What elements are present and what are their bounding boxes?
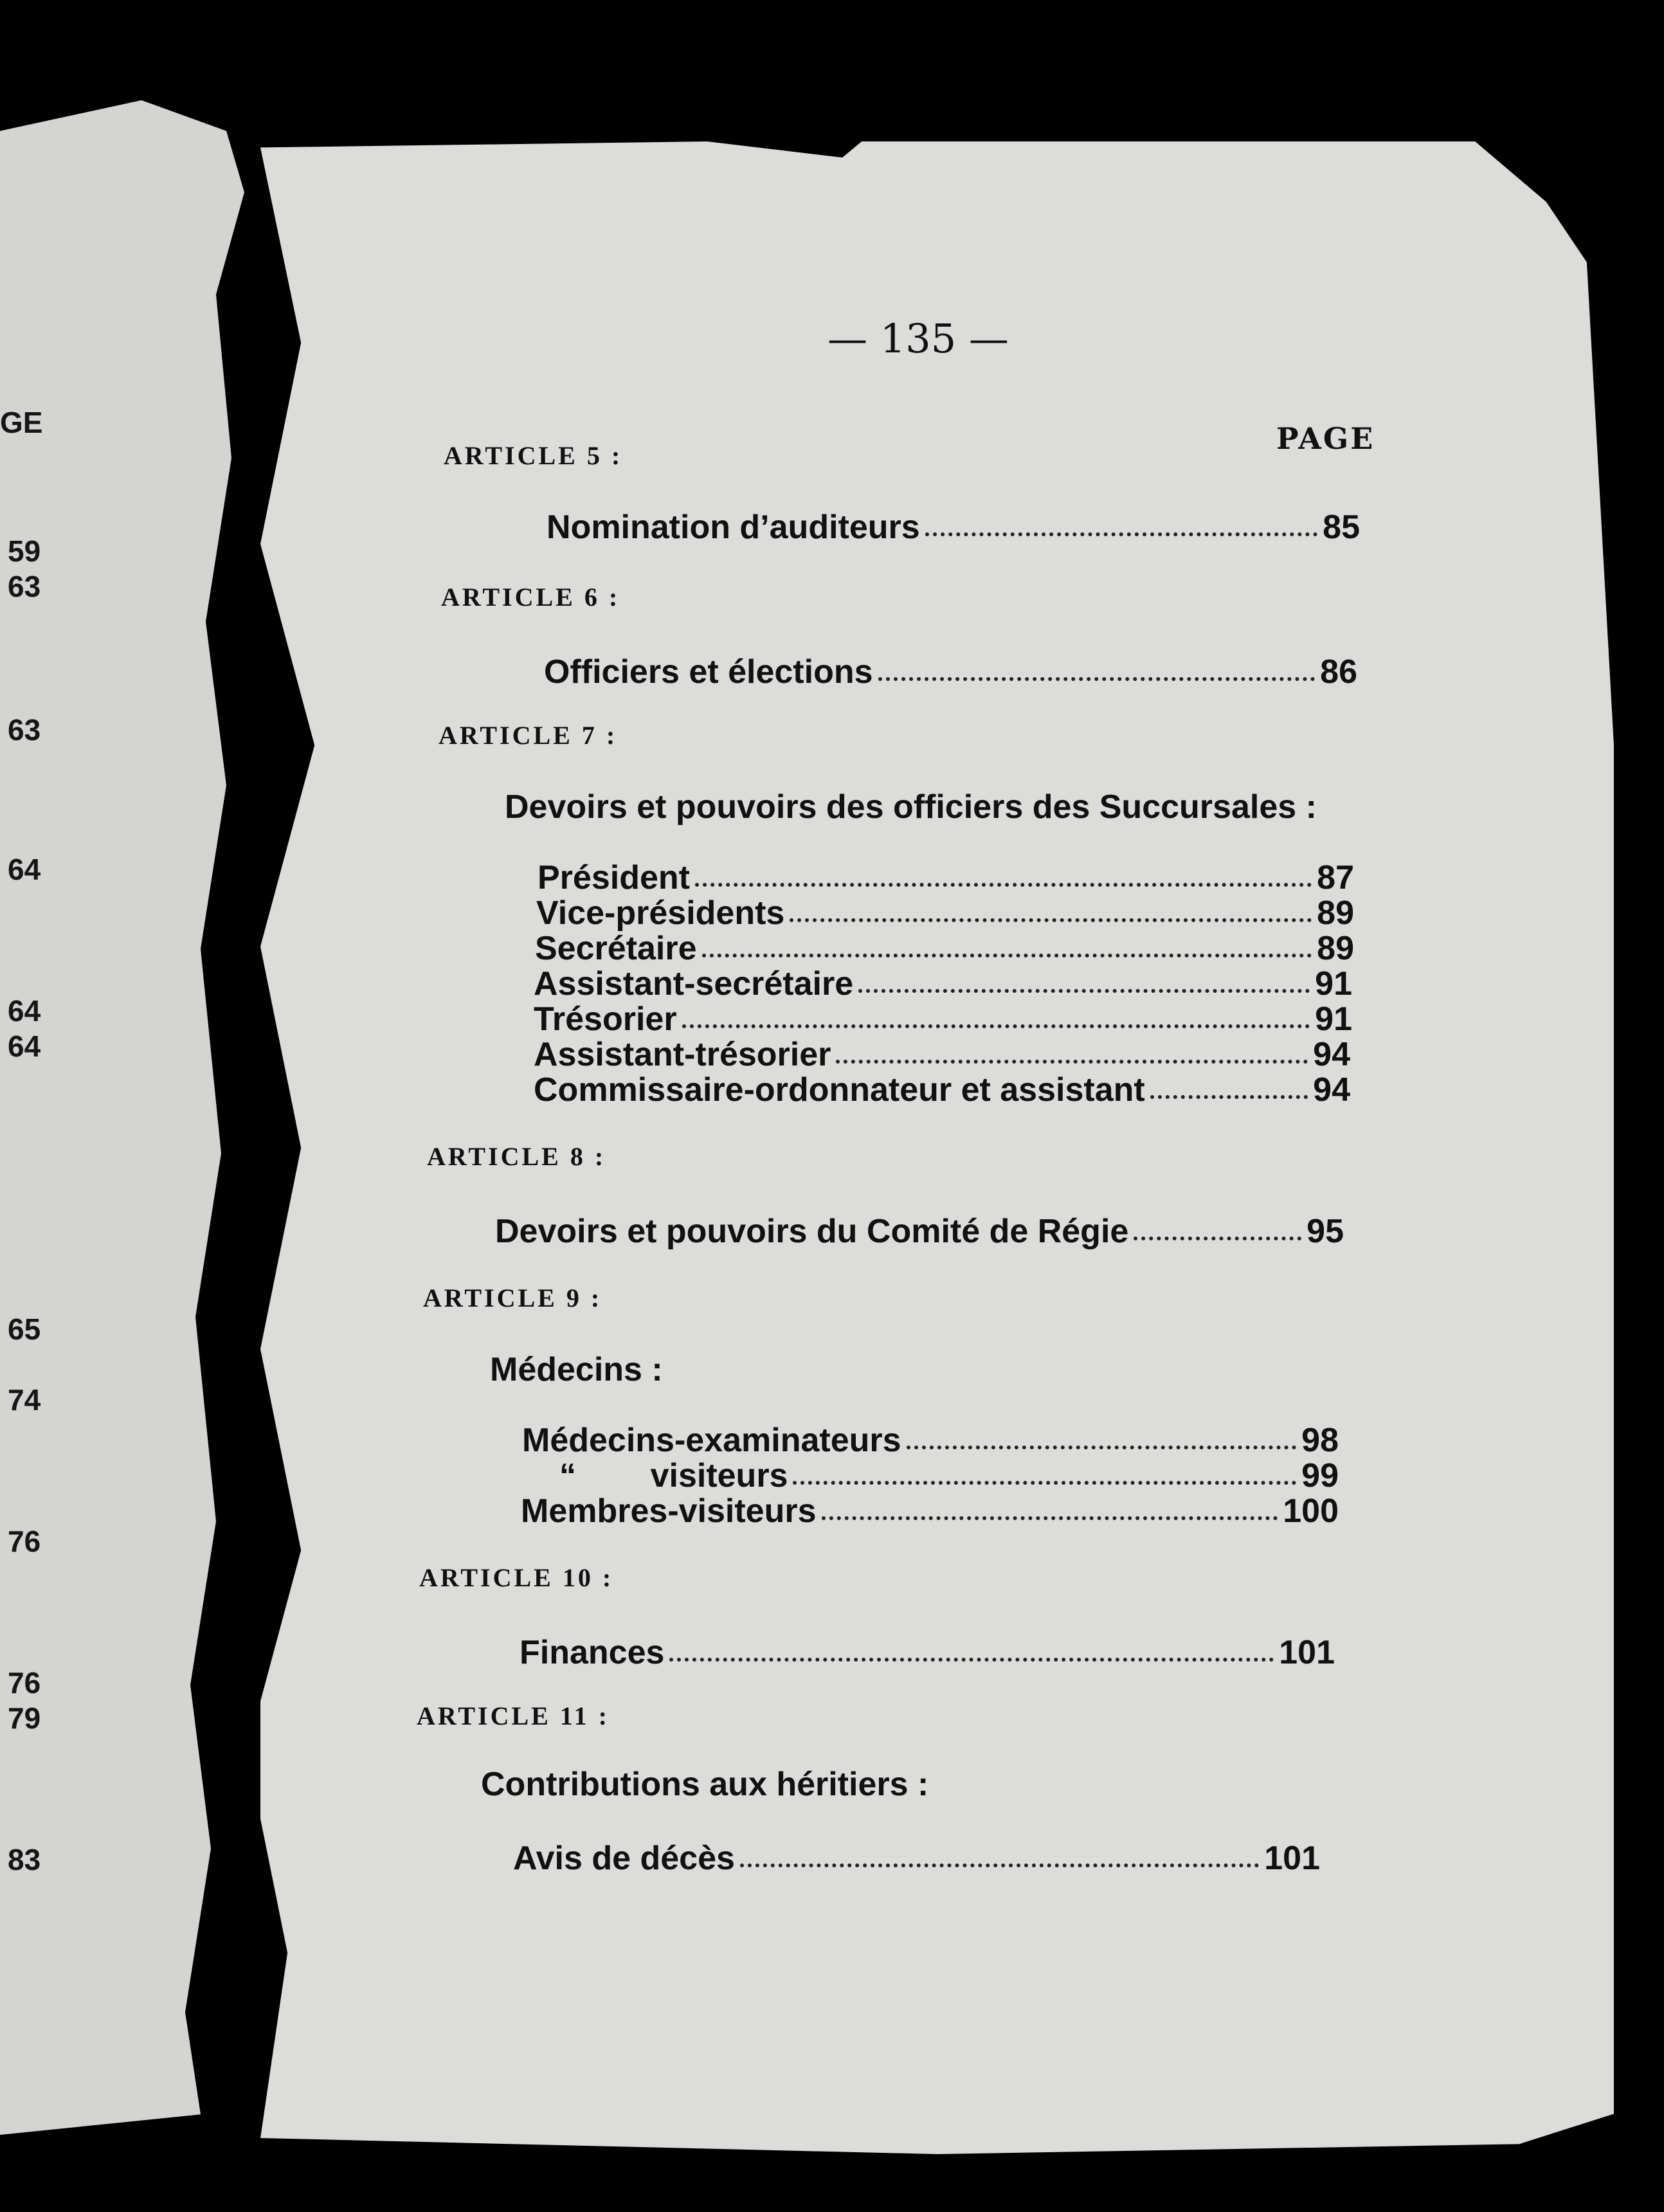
dot-leader: [790, 918, 1312, 922]
toc-entry: [534, 965, 1352, 1002]
toc-entry-page: 91: [1315, 965, 1352, 1002]
toc-entry: [522, 1421, 1339, 1458]
dot-leader: [925, 532, 1317, 536]
dot-leader: [878, 677, 1316, 681]
article-heading: ARTICLE 8 :: [427, 1142, 606, 1171]
toc-entry-label: Vice-présidents: [536, 894, 785, 932]
previous-page-fragment: [0, 90, 257, 2135]
dot-leader: [702, 954, 1312, 957]
toc-entry-page: 100: [1283, 1492, 1339, 1530]
toc-entry-label: Avis de décès: [513, 1840, 735, 1877]
toc-entry-page: 95: [1307, 1213, 1344, 1250]
page-number: — 135 —: [827, 315, 1009, 362]
dot-leader: [1134, 1237, 1301, 1240]
toc-entry: [534, 1000, 1352, 1037]
article-heading: ARTICLE 11 :: [417, 1701, 610, 1730]
toc-entry: [544, 653, 1357, 690]
toc-entry-label: “ visiteurs: [559, 1457, 788, 1494]
left-page-number: 64: [8, 994, 41, 1028]
left-page-number: 59: [8, 534, 41, 568]
left-page-number: 76: [8, 1666, 41, 1700]
left-page-number: 64: [8, 1029, 41, 1063]
toc-entry-page: 94: [1313, 1071, 1350, 1109]
toc-entry-page: 86: [1320, 653, 1357, 691]
article-heading: ARTICLE 5 :: [444, 441, 623, 470]
dot-leader: [669, 1658, 1274, 1662]
toc-entry-label: Officiers et élections: [544, 653, 873, 691]
dot-leader: [695, 883, 1312, 887]
left-page-number: 79: [8, 1701, 41, 1735]
toc-entry: [513, 1839, 1320, 1876]
toc-entry: [534, 1071, 1350, 1108]
toc-entry-label: Finances: [520, 1634, 665, 1671]
toc-entry: [495, 1212, 1344, 1249]
article-heading: ARTICLE 7 :: [439, 721, 618, 750]
toc-entry-label: Devoirs et pouvoirs du Comité de Régie: [495, 1213, 1129, 1250]
toc-entry-page: 87: [1317, 859, 1354, 896]
section-title: Médecins :: [490, 1351, 663, 1388]
toc-entry-label: Commissaire-ordonnateur et assistant: [534, 1071, 1145, 1109]
toc-entry-page: 89: [1317, 930, 1354, 967]
toc-entry-label: Membres-visiteurs: [521, 1492, 817, 1530]
toc-entry: [547, 508, 1360, 545]
article-heading: ARTICLE 10 :: [419, 1563, 614, 1592]
left-page-number: 65: [8, 1312, 41, 1346]
dot-leader: [836, 1060, 1308, 1064]
toc-entry-page: 89: [1317, 894, 1354, 932]
page-column-header: PAGE: [1276, 421, 1375, 456]
dot-leader: [822, 1516, 1278, 1520]
toc-entry-label: Secrétaire: [535, 930, 697, 967]
toc-entry: [521, 1492, 1339, 1529]
left-page-number: 83: [8, 1843, 41, 1876]
toc-entry: [534, 1035, 1350, 1073]
left-page-number: 64: [8, 853, 41, 886]
toc-entry-page: 91: [1315, 1001, 1352, 1038]
toc-entry-page: 98: [1301, 1422, 1339, 1459]
left-page-header-fragment: GE: [0, 406, 43, 439]
left-page-number: 63: [8, 713, 41, 747]
toc-entry-page: 85: [1323, 509, 1360, 546]
toc-entry: [559, 1456, 1339, 1494]
toc-entry-label: Président: [538, 859, 690, 896]
left-page-number: 63: [8, 570, 41, 603]
toc-entry-page: 99: [1301, 1457, 1339, 1494]
toc-entry-label: Médecins-examinateurs: [522, 1422, 901, 1459]
toc-entry-page: 101: [1264, 1840, 1320, 1877]
toc-entry: [535, 929, 1354, 966]
toc-entry-page: 101: [1279, 1634, 1335, 1671]
dot-leader: [740, 1863, 1259, 1867]
left-page-number: 74: [8, 1383, 41, 1417]
dot-leader: [858, 989, 1310, 993]
toc-entry: [536, 894, 1354, 931]
dot-leader: [682, 1024, 1310, 1028]
article-heading: ARTICLE 9 :: [423, 1283, 602, 1312]
section-title: Contributions aux héritiers :: [481, 1766, 929, 1803]
dot-leader: [1150, 1095, 1308, 1099]
left-page-number: 76: [8, 1525, 41, 1558]
toc-entry-label: Assistant-secrétaire: [534, 965, 854, 1002]
toc-entry: [520, 1633, 1335, 1671]
toc-entry-label: Nomination d’auditeurs: [547, 509, 920, 546]
toc-entry: [538, 858, 1354, 896]
toc-entry-page: 94: [1313, 1036, 1350, 1073]
section-title: Devoirs et pouvoirs des officiers des Succursales :: [505, 788, 1317, 826]
article-heading: ARTICLE 6 :: [441, 583, 620, 612]
dot-leader: [907, 1446, 1297, 1449]
toc-entry-label: Assistant-trésorier: [534, 1036, 831, 1073]
toc-entry-label: Trésorier: [534, 1001, 677, 1038]
dot-leader: [793, 1481, 1296, 1485]
